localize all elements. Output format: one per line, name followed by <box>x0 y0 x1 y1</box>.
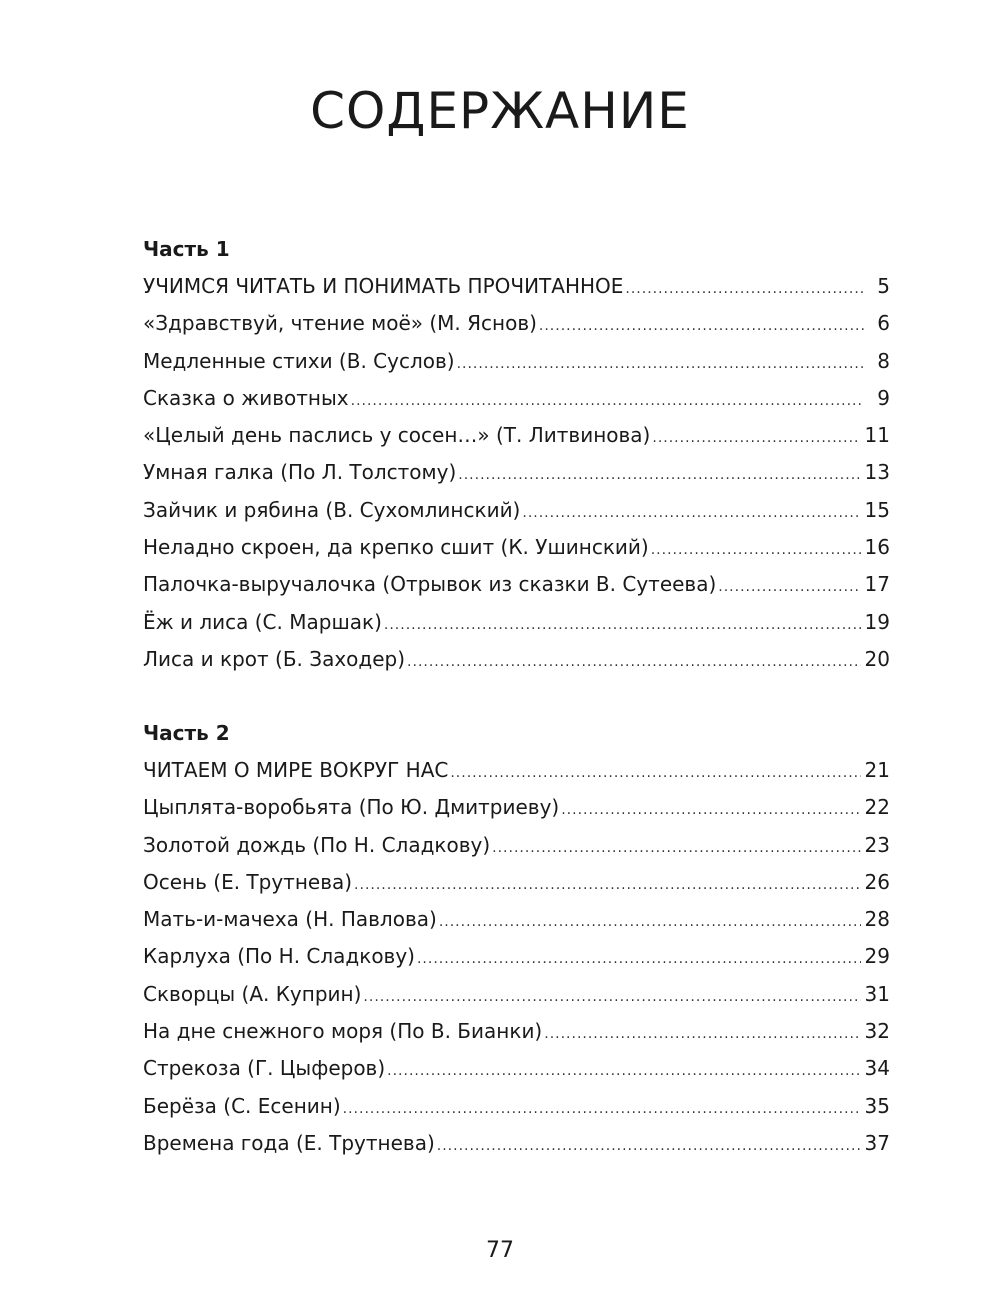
entry-page: 11 <box>864 423 890 448</box>
entry-title: Осень (Е. Трутнева) <box>143 869 353 894</box>
dot-leader <box>351 383 864 420</box>
toc-entry[interactable] <box>143 752 890 789</box>
entry-page: 9 <box>877 385 890 410</box>
page-number: 77 <box>486 1238 514 1263</box>
dot-leader <box>387 1053 860 1090</box>
entry-title: ЧИТАЕМ О МИРЕ ВОКРУГ НАС <box>143 758 449 782</box>
entry-title: «Здравствуй, чтение моё» (М. Яснов) <box>143 311 537 336</box>
entry-page: 23 <box>864 832 890 857</box>
toc-entry[interactable] <box>143 976 890 1013</box>
toc-entry[interactable] <box>143 864 890 901</box>
entry-title: Мать-и-мачеха (Н. Павлова) <box>143 907 437 932</box>
part-heading: Часть 1 <box>143 237 230 261</box>
dot-leader <box>492 830 860 867</box>
entry-title: Лиса и крот (Б. Заходер) <box>143 646 406 671</box>
entry-page: 20 <box>864 646 890 671</box>
toc-entry[interactable] <box>143 604 890 641</box>
dot-leader <box>450 755 860 792</box>
toc-entry[interactable] <box>143 1125 890 1162</box>
toc-entry[interactable] <box>143 641 890 678</box>
dot-leader <box>458 457 860 494</box>
entry-title: Берёза (С. Есенин) <box>143 1093 341 1118</box>
entry-title: Стрекоза (Г. Цыферов) <box>143 1056 386 1081</box>
toc-entry[interactable] <box>143 417 890 454</box>
toc-entry[interactable] <box>143 1013 890 1050</box>
page-title: СОДЕРЖАНИЕ <box>310 82 690 140</box>
toc-entry[interactable] <box>143 566 890 603</box>
toc-entry[interactable] <box>143 901 890 938</box>
entry-title: Скворцы (А. Куприн) <box>143 981 362 1006</box>
toc-entry[interactable] <box>143 938 890 975</box>
entry-page: 34 <box>864 1056 890 1081</box>
entry-page: 28 <box>864 907 890 932</box>
entry-title: Сказка о животных <box>143 385 349 410</box>
dot-leader <box>384 607 861 644</box>
entry-page: 13 <box>864 460 890 485</box>
dot-leader <box>407 644 861 681</box>
toc-entry[interactable] <box>143 492 890 529</box>
entry-page: 15 <box>864 497 890 522</box>
toc-entry[interactable] <box>143 529 890 566</box>
entry-page: 21 <box>864 758 890 782</box>
entry-title: Палочка-выручалочка (Отрывок из сказки В. Сутеева) <box>143 572 717 597</box>
entry-title: Карлуха (По Н. Сладкову) <box>143 944 415 969</box>
toc-part-2 <box>143 714 890 1162</box>
toc-entry[interactable] <box>143 454 890 491</box>
entry-page: 17 <box>864 572 890 597</box>
toc-entry[interactable] <box>143 789 890 826</box>
toc-entry[interactable] <box>143 1088 890 1125</box>
entry-page: 19 <box>864 609 890 634</box>
entry-title: Времена года (Е. Трутнева) <box>143 1130 435 1155</box>
dot-leader <box>354 867 861 904</box>
entry-title: Неладно скроен, да крепко сшит (К. Ушинский) <box>143 535 649 560</box>
entry-page: 37 <box>864 1130 890 1155</box>
entry-title: Золотой дождь (По Н. Сладкову) <box>143 832 491 857</box>
toc-entry[interactable] <box>143 827 890 864</box>
entry-page: 6 <box>877 311 890 336</box>
part-heading: Часть 2 <box>143 721 230 745</box>
entry-title: На дне снежного моря (По В. Бианки) <box>143 1019 543 1044</box>
toc-entry[interactable] <box>143 380 890 417</box>
entry-page: 5 <box>877 274 890 298</box>
entry-page: 16 <box>864 535 890 560</box>
dot-leader <box>651 532 861 569</box>
dot-leader <box>457 346 864 383</box>
dot-leader <box>718 569 860 606</box>
dot-leader <box>343 1091 861 1128</box>
dot-leader <box>625 271 864 308</box>
entry-title: Ёж и лиса (С. Маршак) <box>143 609 382 634</box>
dot-leader <box>417 941 861 978</box>
dot-leader <box>544 1016 860 1053</box>
toc-entry[interactable] <box>143 1050 890 1087</box>
entry-page: 26 <box>864 869 890 894</box>
entry-page: 32 <box>864 1019 890 1044</box>
dot-leader <box>539 308 864 345</box>
entry-title: Медленные стихи (В. Суслов) <box>143 348 455 373</box>
entry-title: Цыплята-воробьята (По Ю. Дмитриеву) <box>143 795 560 820</box>
toc-entry[interactable] <box>143 343 890 380</box>
toc-entry[interactable] <box>143 305 890 342</box>
entry-page: 35 <box>864 1093 890 1118</box>
entry-title: Зайчик и рябина (В. Сухомлинский) <box>143 497 521 522</box>
dot-leader <box>522 495 860 532</box>
dot-leader <box>561 792 860 829</box>
toc-part-1 <box>143 230 890 678</box>
dot-leader <box>363 979 860 1016</box>
entry-page: 22 <box>864 795 890 820</box>
dot-leader <box>437 1128 861 1165</box>
entry-page: 31 <box>864 981 890 1006</box>
dot-leader <box>652 420 860 457</box>
entry-title: «Целый день паслись у сосен…» (Т. Литвинова) <box>143 423 651 448</box>
entry-page: 8 <box>877 348 890 373</box>
entry-page: 29 <box>864 944 890 969</box>
toc-entry[interactable] <box>143 268 890 305</box>
entry-title: УЧИМСЯ ЧИТАТЬ И ПОНИМАТЬ ПРОЧИТАННОЕ <box>143 274 624 298</box>
entry-title: Умная галка (По Л. Толстому) <box>143 460 457 485</box>
dot-leader <box>439 904 861 941</box>
